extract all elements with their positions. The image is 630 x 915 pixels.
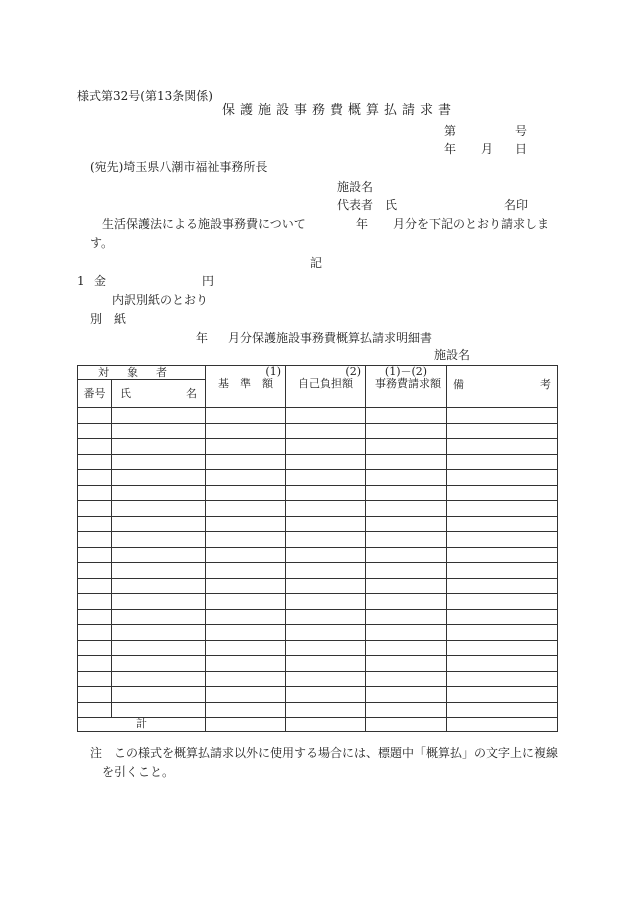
cell-self (286, 702, 366, 718)
cell-base (206, 454, 286, 470)
cell-self (286, 609, 366, 625)
cell-claim (366, 532, 447, 548)
cell-number (78, 656, 112, 672)
cell-claim (366, 485, 447, 501)
header-base-amount-label: 基 準 額 (218, 377, 273, 390)
cell-self (286, 470, 366, 486)
table-row (78, 687, 558, 703)
date-month: 月 (481, 142, 494, 156)
body-text-line2: す。 (90, 236, 114, 250)
cell-remarks (447, 485, 558, 501)
cell-self (286, 578, 366, 594)
cell-claim (366, 423, 447, 439)
table-row (78, 408, 558, 424)
cell-number (78, 640, 112, 656)
cell-base (206, 671, 286, 687)
header-number: 番号 (78, 380, 112, 408)
table-row (78, 547, 558, 563)
cell-name (112, 609, 206, 625)
detail-title: 月分保護施設事務費概算払請求明細書 (228, 331, 433, 345)
cell-self (286, 532, 366, 548)
cell-remarks (447, 532, 558, 548)
cell-remarks (447, 563, 558, 579)
cell-claim (366, 408, 447, 424)
cell-remarks (447, 687, 558, 703)
cell-base (206, 470, 286, 486)
header-remarks-label-2: 考 (540, 377, 551, 391)
header-self-burden (286, 366, 366, 408)
table-row (78, 454, 558, 470)
cell-number (78, 578, 112, 594)
attachment-label: 別 紙 (90, 312, 127, 326)
number-go: 号 (515, 124, 528, 138)
cell-number (78, 671, 112, 687)
table-row (78, 640, 558, 656)
cell-name (112, 625, 206, 641)
note-line1: 注 この様式を概算払請求以外に使用する場合には、標題中「概算払」の文字上に複線 (90, 746, 559, 760)
cell-self (286, 408, 366, 424)
table-row (78, 516, 558, 532)
table-row (78, 609, 558, 625)
cell-name (112, 532, 206, 548)
cell-base (206, 578, 286, 594)
cell-claim (366, 687, 447, 703)
cell-remarks (447, 454, 558, 470)
cell-base (206, 532, 286, 548)
header-claim-label: 事務費請求額 (375, 377, 441, 390)
ki-heading: 記 (310, 256, 323, 270)
table-row (78, 532, 558, 548)
cell-self (286, 594, 366, 610)
cell-claim (366, 439, 447, 455)
cell-remarks (447, 640, 558, 656)
header-remarks-label (447, 379, 557, 395)
cell-number (78, 563, 112, 579)
cell-claim (366, 671, 447, 687)
cell-base (206, 547, 286, 563)
table-row (78, 702, 558, 718)
cell-self (286, 454, 366, 470)
cell-name (112, 454, 206, 470)
cell-remarks (447, 547, 558, 563)
cell-self (286, 656, 366, 672)
table-row (78, 423, 558, 439)
cell-number (78, 439, 112, 455)
cell-name (112, 563, 206, 579)
cell-claim (366, 470, 447, 486)
cell-base (206, 439, 286, 455)
total-base (206, 718, 286, 732)
cell-remarks (447, 439, 558, 455)
document-title: 保護施設事務費概算払請求書 (222, 103, 457, 118)
cell-number (78, 454, 112, 470)
table-row (78, 439, 558, 455)
cell-claim (366, 516, 447, 532)
cell-remarks (447, 625, 558, 641)
cell-name (112, 439, 206, 455)
cell-claim (366, 501, 447, 517)
cell-self (286, 687, 366, 703)
total-self (286, 718, 366, 732)
cell-number (78, 423, 112, 439)
cell-claim (366, 563, 447, 579)
cell-remarks (447, 702, 558, 718)
cell-base (206, 625, 286, 641)
total-label: 計 (78, 718, 206, 732)
cell-remarks (447, 516, 558, 532)
cell-claim (366, 640, 447, 656)
detail-title-year: 年 (196, 331, 209, 345)
cell-self (286, 485, 366, 501)
cell-name (112, 501, 206, 517)
header-name: 氏 名 (112, 380, 206, 408)
cell-number (78, 594, 112, 610)
header-claim (366, 366, 447, 408)
cell-self (286, 423, 366, 439)
cell-remarks (447, 578, 558, 594)
cell-base (206, 501, 286, 517)
cell-name (112, 547, 206, 563)
cell-name (112, 470, 206, 486)
facility-name-label: 施設名 (337, 180, 374, 194)
cell-base (206, 656, 286, 672)
table-row (78, 656, 558, 672)
cell-number (78, 609, 112, 625)
cell-base (206, 594, 286, 610)
note-line2: を引くこと。 (102, 765, 175, 779)
table-row (78, 578, 558, 594)
table-row (78, 563, 558, 579)
cell-base (206, 609, 286, 625)
cell-claim (366, 656, 447, 672)
cell-remarks (447, 408, 558, 424)
date-day: 日 (515, 142, 528, 156)
cell-name (112, 687, 206, 703)
table-row (78, 470, 558, 486)
table-row (78, 625, 558, 641)
detail-table (77, 365, 558, 732)
cell-name (112, 594, 206, 610)
cell-base (206, 408, 286, 424)
yen-label: 円 (202, 274, 215, 288)
cell-claim (366, 594, 447, 610)
cell-claim (366, 454, 447, 470)
cell-self (286, 625, 366, 641)
cell-claim (366, 547, 447, 563)
cell-remarks (447, 656, 558, 672)
table-row (78, 594, 558, 610)
header-target: 対象者 (78, 366, 206, 380)
table-row (78, 485, 558, 501)
header-claim-no: (1)－(2) (384, 365, 428, 378)
cell-name (112, 516, 206, 532)
header-remarks (447, 366, 558, 408)
cell-base (206, 423, 286, 439)
form-number: 様式第32号(第13条関係) (77, 89, 213, 103)
cell-name (112, 578, 206, 594)
total-remarks (447, 718, 558, 732)
cell-number (78, 470, 112, 486)
cell-name (112, 702, 206, 718)
seal-label: 名印 (504, 198, 529, 212)
cell-claim (366, 625, 447, 641)
cell-name (112, 656, 206, 672)
cell-remarks (447, 609, 558, 625)
cell-self (286, 640, 366, 656)
cell-self (286, 563, 366, 579)
cell-number (78, 547, 112, 563)
item-number: 1 (77, 274, 85, 288)
detail-facility-label: 施設名 (434, 348, 471, 362)
cell-self (286, 501, 366, 517)
cell-number (78, 485, 112, 501)
body-text-year: 年 (356, 217, 369, 231)
amount-label: 金 (94, 274, 107, 288)
cell-base (206, 687, 286, 703)
cell-self (286, 671, 366, 687)
header-base-amount-no: (1) (265, 365, 281, 378)
cell-number (78, 625, 112, 641)
representative-label: 代表者 氏 (337, 198, 398, 212)
cell-claim (366, 702, 447, 718)
number-dai: 第 (444, 124, 457, 138)
cell-claim (366, 609, 447, 625)
total-claim (366, 718, 447, 732)
header-remarks-label-1: 備 (453, 377, 464, 391)
cell-base (206, 485, 286, 501)
cell-number (78, 532, 112, 548)
cell-self (286, 439, 366, 455)
table-row (78, 671, 558, 687)
cell-number (78, 408, 112, 424)
body-text-a: 生活保護法による施設事務費について (102, 217, 306, 231)
cell-name (112, 423, 206, 439)
body-text-c: 月分を下記のとおり請求しま (393, 217, 550, 231)
cell-self (286, 547, 366, 563)
header-base-amount (206, 366, 286, 408)
cell-base (206, 563, 286, 579)
addressee: (宛先)埼玉県八潮市福祉事務所長 (90, 160, 268, 174)
cell-number (78, 687, 112, 703)
cell-name (112, 640, 206, 656)
cell-remarks (447, 671, 558, 687)
breakdown-note: 内訳別紙のとおり (112, 293, 209, 307)
date-year: 年 (444, 142, 457, 156)
cell-base (206, 702, 286, 718)
cell-base (206, 516, 286, 532)
cell-number (78, 516, 112, 532)
header-self-burden-label: 自己負担額 (298, 377, 353, 390)
cell-base (206, 640, 286, 656)
table-row (78, 501, 558, 517)
cell-number (78, 501, 112, 517)
header-self-burden-no: (2) (345, 365, 361, 378)
cell-claim (366, 578, 447, 594)
cell-name (112, 671, 206, 687)
cell-remarks (447, 594, 558, 610)
cell-remarks (447, 470, 558, 486)
cell-name (112, 485, 206, 501)
cell-number (78, 702, 112, 718)
cell-name (112, 408, 206, 424)
cell-remarks (447, 423, 558, 439)
cell-self (286, 516, 366, 532)
cell-remarks (447, 501, 558, 517)
